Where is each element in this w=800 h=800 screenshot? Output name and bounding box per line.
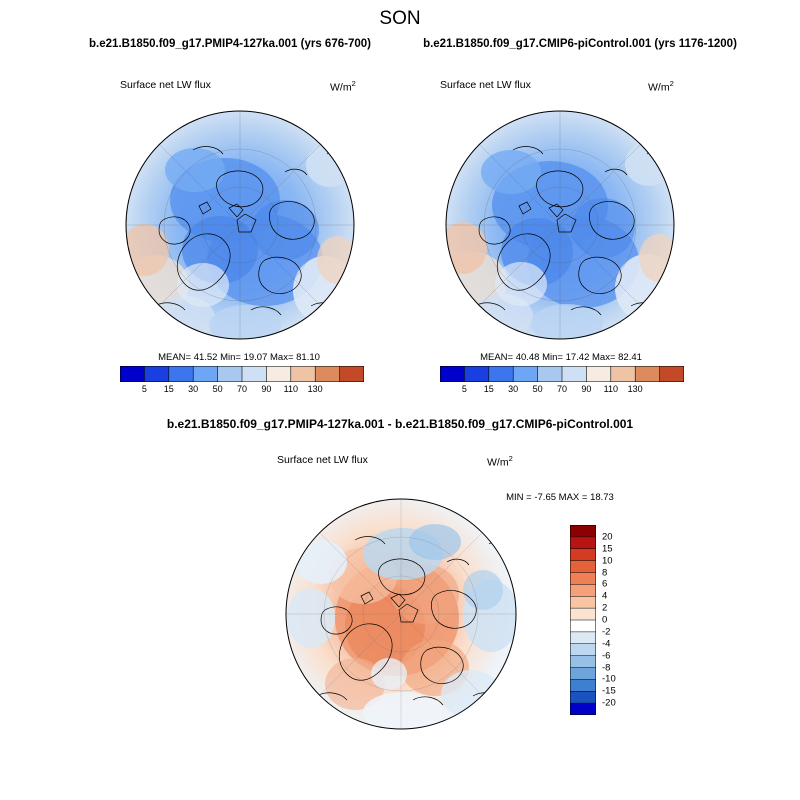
left-panel-units-label	[330, 79, 356, 94]
left-colorbar-tick: 70	[236, 384, 248, 394]
left-units-exponent: 2	[351, 79, 356, 88]
difference-colorbar-labels	[602, 525, 642, 715]
diff-colorbar-tick: 8	[602, 567, 608, 578]
right-polar-map	[445, 110, 675, 340]
right-panel-units-label	[648, 79, 674, 94]
diff-panel-units-label	[487, 454, 513, 469]
left-colorbar-tick: 15	[163, 384, 174, 394]
right-colorbar	[440, 366, 684, 382]
left-panel-variable-label: Surface net LW flux	[120, 79, 211, 91]
right-panel-stats: MEAN= 40.48 Min= 17.42 Max= 82.41	[480, 352, 642, 363]
right-panel-variable-label: Surface net LW flux	[440, 79, 531, 91]
right-units-text: W/m	[648, 81, 670, 94]
diff-colorbar-tick: -20	[602, 697, 616, 709]
left-panel-case-title: b.e21.B1850.f09_g17.PMIP4-127ka.001 (yrs 676-700)	[89, 38, 371, 50]
diff-colorbar-tick: -4	[602, 638, 611, 650]
right-units-exponent: 2	[669, 79, 674, 88]
diff-colorbar-tick: 2	[602, 602, 608, 614]
difference-polar-map	[285, 498, 517, 730]
page-title: SON	[379, 8, 421, 29]
right-colorbar-labels	[440, 384, 684, 398]
left-panel-stats: MEAN= 41.52 Min= 19.07 Max= 81.10	[158, 352, 320, 363]
right-colorbar-tick: 5	[461, 384, 467, 394]
diff-units-exponent: 2	[508, 454, 513, 463]
diff-panel-stats: MIN = -7.65 MAX = 18.73	[506, 492, 614, 503]
diff-colorbar-tick: -2	[602, 626, 611, 638]
diff-colorbar-tick: -10	[602, 673, 616, 685]
diff-colorbar-tick: 20	[602, 531, 613, 543]
diff-colorbar-tick: -8	[602, 662, 611, 673]
diff-colorbar-tick: 15	[602, 543, 613, 555]
difference-colorbar	[570, 525, 596, 715]
left-colorbar-tick: 30	[188, 384, 199, 394]
left-colorbar-tick: 5	[141, 384, 147, 394]
right-panel-case-title: b.e21.B1850.f09_g17.CMIP6-piControl.001 (yrs 1176-1200)	[423, 38, 737, 50]
diff-colorbar-tick: 0	[602, 614, 608, 626]
right-colorbar-tick: 90	[581, 384, 592, 394]
right-colorbar-tick: 15	[483, 384, 494, 394]
diff-panel-variable-label: Surface net LW flux	[277, 454, 368, 466]
left-polar-map	[125, 110, 355, 340]
left-colorbar	[120, 366, 364, 382]
left-colorbar-tick: 50	[212, 384, 223, 394]
diff-colorbar-tick: -6	[602, 650, 611, 662]
left-colorbar-labels	[120, 384, 364, 398]
diff-colorbar-tick: 4	[602, 590, 608, 602]
left-colorbar-tick: 90	[261, 384, 272, 394]
right-colorbar-tick: 30	[508, 384, 519, 394]
left-colorbar-tick: 110	[283, 384, 298, 394]
difference-panel-title: b.e21.B1850.f09_g17.PMIP4-127ka.001 - b.e21.B1850.f09_g17.CMIP6-piControl.001	[166, 417, 634, 431]
diff-colorbar-tick: 10	[602, 555, 613, 567]
right-colorbar-tick: 70	[556, 384, 568, 394]
left-units-text: W/m	[330, 81, 352, 94]
right-colorbar-tick: 110	[603, 384, 618, 394]
right-colorbar-tick: 50	[532, 384, 543, 394]
right-colorbar-tick: 130	[627, 384, 643, 394]
diff-units-text: W/m	[487, 456, 509, 469]
diff-colorbar-tick: -15	[602, 685, 616, 697]
left-colorbar-tick: 130	[307, 384, 323, 394]
diff-colorbar-tick: 6	[602, 578, 608, 590]
